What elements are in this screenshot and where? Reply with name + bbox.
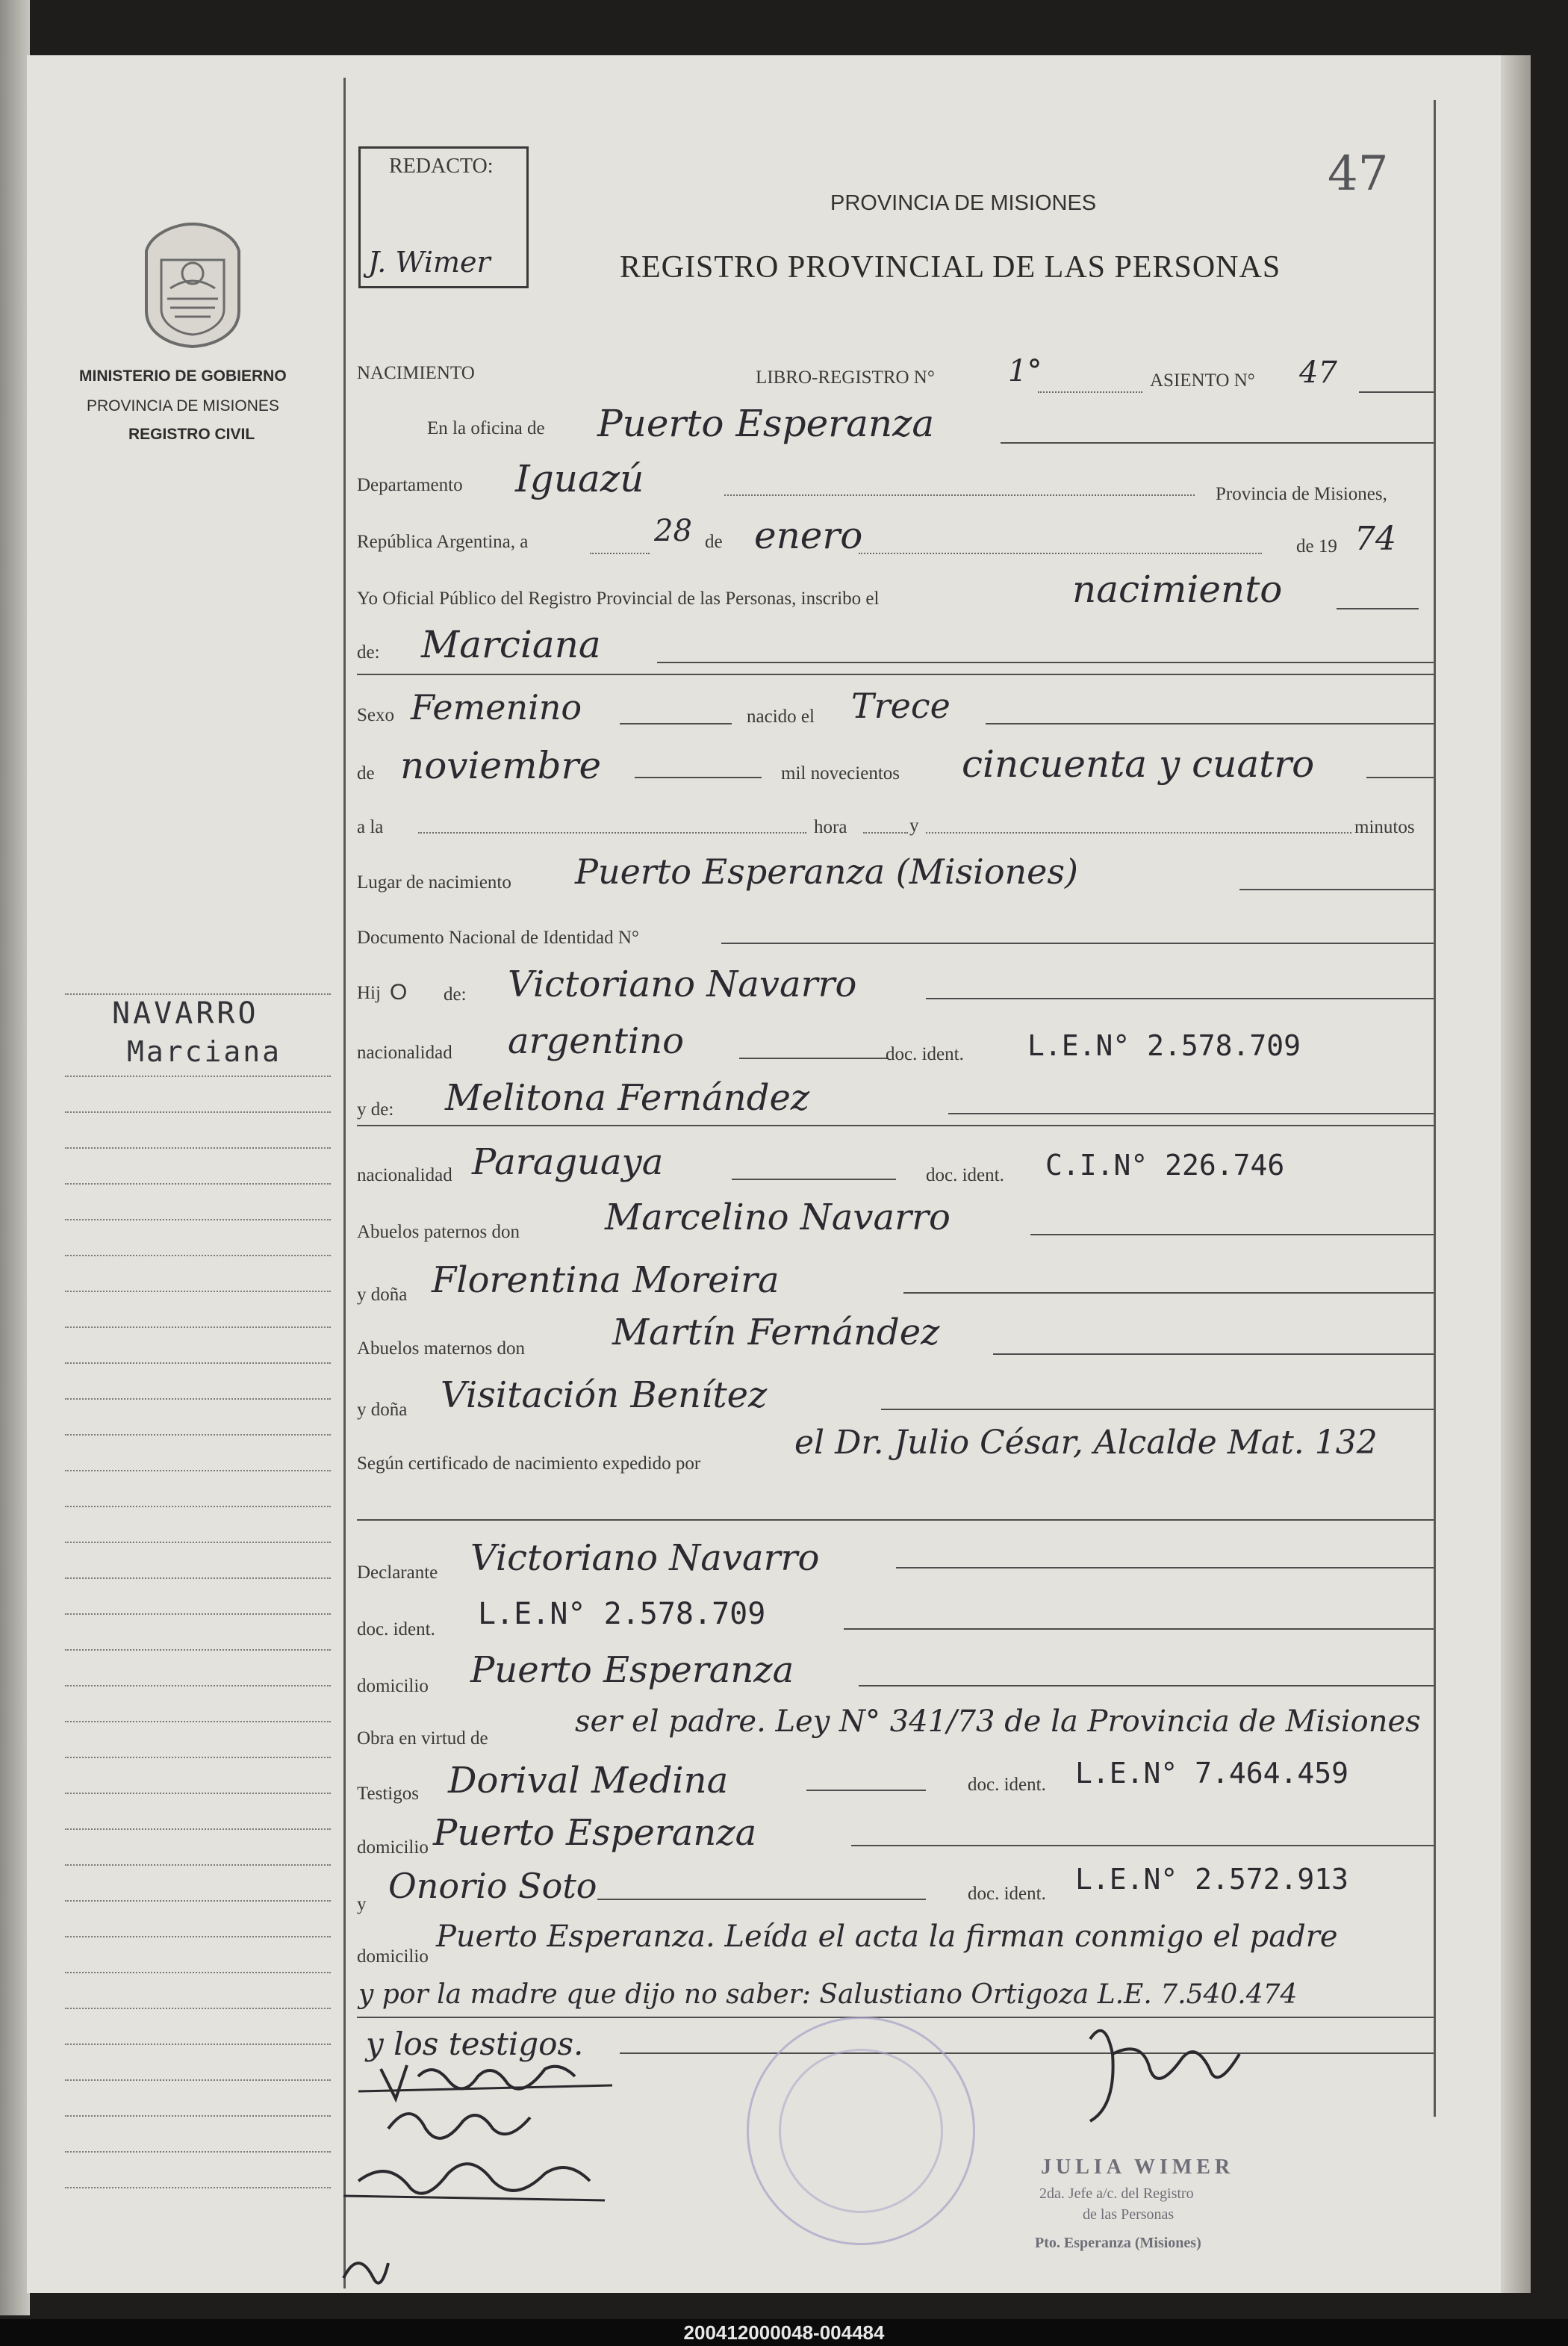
nacido-label: nacido el xyxy=(747,707,815,727)
dia-value: 28 xyxy=(654,514,692,548)
redacto-signature: J. Wimer xyxy=(368,246,491,279)
libro-label: LIBRO-REGISTRO N° xyxy=(756,367,935,388)
testigo2-y-label: y xyxy=(357,1894,367,1914)
scan-identifier: 200412000048-004484 xyxy=(0,2319,1568,2346)
abuelo-paterno-value: Marcelino Navarro xyxy=(605,1197,951,1238)
mes-nac-value: noviembre xyxy=(400,744,602,787)
abuelos-maternos-label: Abuelos maternos don xyxy=(357,1338,525,1359)
libro-value: 1° xyxy=(1008,354,1042,388)
minutos-label: minutos xyxy=(1354,817,1415,837)
testigo2-domicilio-label: domicilio xyxy=(357,1946,429,1967)
de2-label: de xyxy=(357,763,375,783)
hijo-suffix: O xyxy=(390,980,408,1005)
abuela-materna-value: Visitación Benítez xyxy=(441,1374,768,1416)
testigo1-docident-label: doc. ident. xyxy=(968,1775,1046,1795)
y-label: y xyxy=(909,816,919,836)
madre-doc-value: C.I.N° 226.746 xyxy=(1045,1149,1285,1182)
inscribo-value: nacimiento xyxy=(1072,568,1283,611)
asiento-label: ASIENTO N° xyxy=(1150,370,1255,391)
nacionalidad-padre-label: nacionalidad xyxy=(357,1043,452,1063)
mes-value: enero xyxy=(754,514,863,557)
segun-value: el Dr. Julio César, Alcalde Mat. 132 xyxy=(794,1424,1378,1462)
anio-label: de 19 xyxy=(1296,536,1337,556)
padre-doc-value: L.E.N° 2.578.709 xyxy=(1027,1029,1301,1062)
margin-note-given-name: Marciana xyxy=(127,1035,282,1068)
declarante-doc-value: L.E.N° 2.578.709 xyxy=(478,1597,766,1631)
yde-label: y de: xyxy=(357,1099,394,1120)
oficial-label: Yo Oficial Público del Registro Provincial de las Personas, inscribo el xyxy=(357,589,880,609)
testigo2-docident-label: doc. ident. xyxy=(968,1884,1046,1904)
abuelo-materno-value: Martín Fernández xyxy=(612,1312,940,1353)
redacto-box xyxy=(358,146,529,288)
docident-madre-label: doc. ident. xyxy=(926,1165,1004,1185)
lugar-label: Lugar de nacimiento xyxy=(357,872,511,893)
madre-value: Melitona Fernández xyxy=(445,1077,810,1119)
abuelos-paternos-label: Abuelos paternos don xyxy=(357,1222,520,1242)
docident-padre-label: doc. ident. xyxy=(886,1044,964,1064)
declarante-domicilio-value: Puerto Esperanza xyxy=(470,1649,794,1691)
sexo-label: Sexo xyxy=(357,705,394,725)
padre-value: Victoriano Navarro xyxy=(508,963,857,1005)
republica-label: República Argentina, a xyxy=(357,532,529,552)
stamp-line2: 2da. Jefe a/c. del Registro xyxy=(1039,2185,1194,2202)
de-colon-label: de: xyxy=(357,642,380,662)
departamento-label: Departamento xyxy=(357,475,463,495)
margin-divider xyxy=(343,78,346,2288)
mil-label: mil novecientos xyxy=(781,763,900,783)
hora-label: hora xyxy=(814,817,847,837)
testigo1-domicilio-value: Puerto Esperanza xyxy=(433,1812,757,1854)
testigos-label: Testigos xyxy=(357,1784,419,1804)
segun-label: Según certificado de nacimiento expedido por xyxy=(357,1453,701,1474)
redacto-label: REDACTO: xyxy=(389,155,494,178)
provincia-label: Provincia de Misiones, xyxy=(1216,484,1387,504)
ministerio-line3: REGISTRO CIVIL xyxy=(128,426,255,443)
closing-line1: Puerto Esperanza. Leída el acta la firman conmigo el padre xyxy=(436,1920,1338,1954)
nombre-value: Marciana xyxy=(421,623,601,666)
ministerio-line2: PROVINCIA DE MISIONES xyxy=(87,397,279,415)
official-signature xyxy=(1060,2009,1254,2144)
stamp-line4: Pto. Esperanza (Misiones) xyxy=(1035,2235,1201,2251)
nacionalidad-madre-label: nacionalidad xyxy=(357,1165,452,1185)
left-page-edge xyxy=(0,0,30,2315)
right-border xyxy=(1434,100,1436,2117)
testigo2-value: Onorio Soto xyxy=(388,1866,597,1906)
oficina-label: En la oficina de xyxy=(427,418,545,438)
stamp-line3: de las Personas xyxy=(1083,2206,1175,2223)
official-seal-stamp xyxy=(747,2017,975,2245)
obra-label: Obra en virtud de xyxy=(357,1728,488,1748)
ministerio-line1: MINISTERIO DE GOBIERNO xyxy=(79,367,287,385)
obra-value: ser el padre. Ley N° 341/73 de la Provincia de Misiones xyxy=(575,1704,1421,1739)
provincial-coat-of-arms-icon xyxy=(140,221,245,350)
departamento-value: Iguazú xyxy=(515,457,644,500)
hijo-de-label: de: xyxy=(444,984,467,1005)
anio-value: 74 xyxy=(1354,520,1396,558)
testigo1-domicilio-label: domicilio xyxy=(357,1837,429,1858)
page-stack-edge xyxy=(1504,55,1531,2293)
nacido-value: Trece xyxy=(851,686,951,726)
testigo1-value: Dorival Medina xyxy=(448,1760,729,1802)
testigo1-doc-value: L.E.N° 7.464.459 xyxy=(1075,1757,1349,1790)
stamp-line1: JULIA WIMER xyxy=(1041,2156,1235,2179)
ydona-paterna-label: y doña xyxy=(357,1285,408,1305)
declarante-docident-label: doc. ident. xyxy=(357,1619,435,1639)
folio-number: 47 xyxy=(1328,146,1389,202)
ala-label: a la xyxy=(357,817,384,837)
ydona-materna-label: y doña xyxy=(357,1400,408,1420)
witness-signatures xyxy=(329,2046,642,2300)
abuela-paterna-value: Florentina Moreira xyxy=(432,1259,780,1301)
anio-nac-value: cincuenta y cuatro xyxy=(962,742,1315,786)
closing-line2: y por la madre que dijo no saber: Salustiano Ortigoza L.E. 7.540.474 xyxy=(358,1979,1298,2010)
asiento-value: 47 xyxy=(1299,356,1337,390)
declarante-domicilio-label: domicilio xyxy=(357,1676,429,1696)
de-label: de xyxy=(705,532,723,552)
nacimiento-label: NACIMIENTO xyxy=(357,363,475,383)
header-title: REGISTRO PROVINCIAL DE LAS PERSONAS xyxy=(620,250,1281,285)
declarante-value: Victoriano Navarro xyxy=(470,1537,820,1579)
lugar-value: Puerto Esperanza (Misiones) xyxy=(575,851,1078,892)
madre-nacionalidad-value: Paraguaya xyxy=(472,1141,664,1183)
dni-label: Documento Nacional de Identidad N° xyxy=(357,928,639,948)
header-province: PROVINCIA DE MISIONES xyxy=(830,191,1097,215)
declarante-label: Declarante xyxy=(357,1563,438,1583)
padre-nacionalidad-value: argentino xyxy=(508,1020,685,1062)
margin-note-surname: NAVARRO xyxy=(112,996,259,1031)
hijo-label: Hij xyxy=(357,983,381,1003)
oficina-value: Puerto Esperanza xyxy=(597,402,935,445)
testigo2-doc-value: L.E.N° 2.572.913 xyxy=(1075,1863,1349,1896)
closing-line3: y los testigos. xyxy=(366,2026,584,2062)
sexo-value: Femenino xyxy=(411,687,582,727)
